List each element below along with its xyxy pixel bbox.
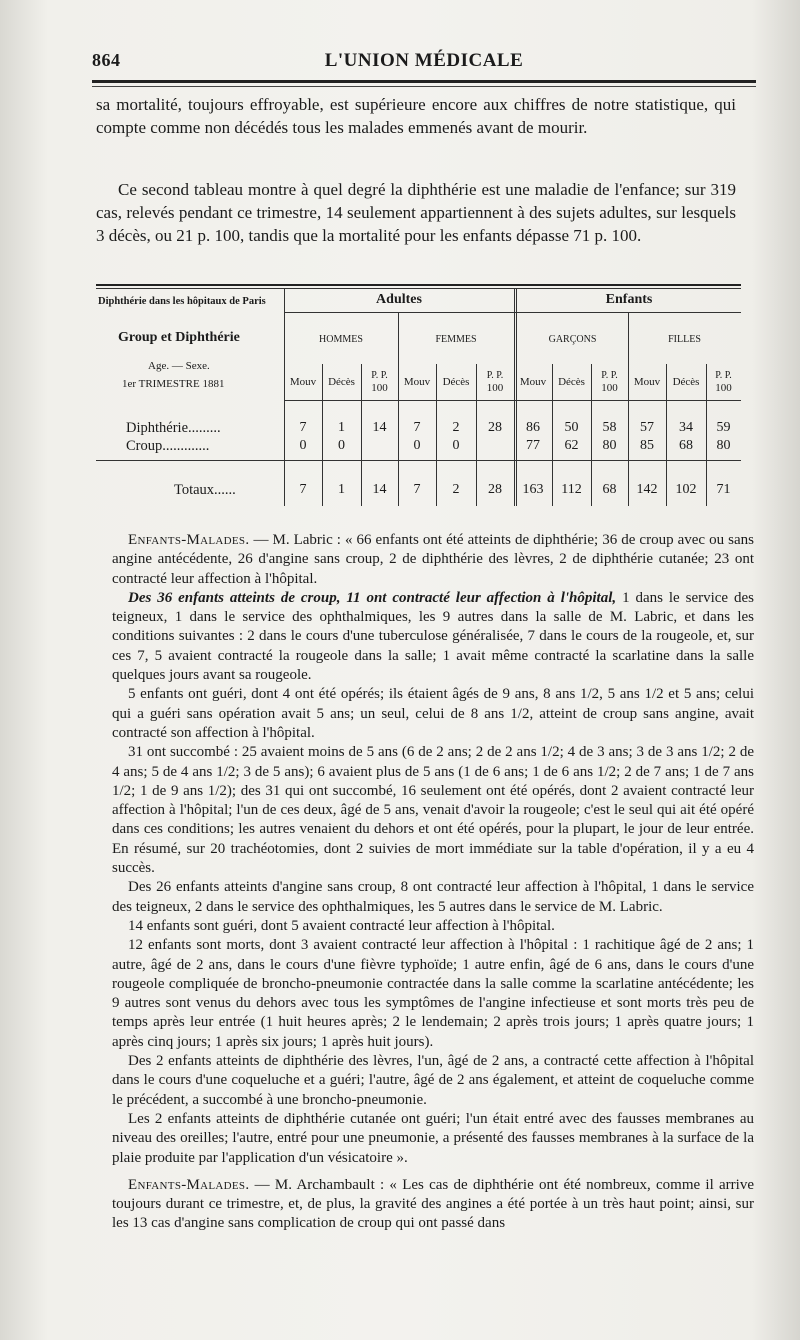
col-mouv: Mouv: [633, 376, 661, 388]
cell: 80: [716, 438, 731, 453]
table-top-rule-thin: [96, 288, 741, 289]
cell: 85: [640, 438, 654, 453]
cell: 7: [413, 482, 421, 497]
journal-title: L'UNION MÉDICALE: [324, 50, 524, 71]
col-100: 100: [371, 382, 388, 394]
col-pp: P. P.: [371, 370, 388, 381]
body-text: [112, 531, 754, 1234]
cell: 58: [602, 420, 617, 435]
paragraph: — M. Labric : « 66 enfants ont été atteints de diphthérie; 36 de croup avec ou sans angine antécédente, 26 d'angine sans croup, 2 de diphthérie des lèvres, 2 de diphthérie cutanée; 23 ont contracté leur affection à l'hôpital.: [112, 532, 754, 587]
cell: 34: [679, 420, 693, 435]
col-deces: Décès: [558, 376, 585, 388]
col-mouv: Mouv: [289, 376, 317, 388]
cell: 50: [564, 420, 579, 435]
cell: 68: [679, 438, 693, 453]
group-adults: Adultes: [376, 292, 422, 307]
sub-garcons: GARÇONS: [548, 334, 597, 345]
cell: 28: [488, 482, 502, 497]
cell: 68: [602, 482, 617, 497]
table-hline-groups: [284, 312, 741, 313]
table-vline-label: [284, 288, 285, 506]
cell: 77: [526, 438, 540, 453]
cell: 28: [488, 420, 502, 435]
col-pp: P. P.: [601, 370, 618, 381]
cell: 2: [452, 482, 460, 497]
cell: 142: [636, 482, 658, 497]
paragraph: 31 ont succombé : 25 avaient moins de 5 ans (6 de 2 ans; 2 de 2 ans 1/2; 4 de 3 ans; 3 de 3 ans 1/2; 2 de 4 ans; 5 de 4 ans 1/2; 3 de 5 ans); 6 avaient plus de 5 ans (1 de 6 ans; 1 de 6 ans 1/2; 2 de 7 ans; 1 de 7 ans 1/2; 1 de 9 ans 1/2); des 31 qui ont succombé, 16 seulement ont été opérés, dont 2 avaient contracté leur affection à l'hôpital; l'un de ces deux, âgé de 5 ans, venait d'avoir la rougeole; c'est le seul qui ait été opéré dans ces conditions; les autres venaient du dehors et ont été opérés, pour la plupart, le jour de leur entrée. En résumé, sur 20 trachéotomies, dont 2 suivies de mort immédiate sur la table d'opération, il y a eu 4 succès.: [112, 744, 754, 877]
paragraph: 12 enfants sont morts, dont 3 avaient contracté leur affection à l'hôpital : 1 rachitique âgé de 2 ans; 1 autre, âgé de 2 ans, dans le cours d'une fièvre typhoïde; 1 autre enfin, âgé de 6 ans, dans le cours d'une rougeole compliquée de broncho-pneumonie contractée dans la salle comme la scarlatine antécédente; les 9 autres sont venus du dehors avec tous les symptômes de l'angine infectieuse et sont morts très peu de temps après leur entrée (1 huit heures après; 2 le lendemain; 2 après trois jours; 1 après quatre jours; 1 après cinq jours; 1 après six jours; 1 après huit jours).: [112, 937, 754, 1050]
col-deces: Décès: [442, 376, 470, 388]
cell: 7: [299, 420, 307, 435]
col-pp: P. P.: [486, 370, 504, 381]
page-number: 864: [92, 50, 121, 70]
group-children: Enfants: [605, 292, 653, 307]
page-header: [92, 46, 756, 74]
header-rule: [92, 80, 756, 83]
cell: 59: [716, 420, 731, 435]
col-deces: Décès: [328, 376, 355, 388]
sub-femmes: FEMMES: [435, 334, 477, 345]
table-top-rule: [96, 284, 741, 286]
paragraph: 14 enfants sont guéri, dont 5 avaient contracté leur affection à l'hôpital.: [128, 917, 555, 934]
row-label-diphtherie: Diphthérie.........: [126, 420, 221, 436]
cell: 2: [452, 420, 460, 435]
table-hline-cols: [284, 400, 741, 401]
col-100: 100: [601, 382, 618, 394]
table-age-sex: Age. — Sexe.: [148, 360, 210, 372]
paragraph: Les 2 enfants atteints de diphthérie cutanée ont guéri; l'un était entré avec des fausses membranes au niveau des oreilles; l'autre, entré pour une pneumonie, a présenté des fausses membranes à la surface de la plaie produite par l'application d'un vésicatoire ».: [112, 1110, 754, 1166]
paragraph: Des 2 enfants atteints de diphthérie des lèvres, l'un, âgé de 2 ans, a contracté cette affection à l'hôpital dans le cours d'une coqueluche et a guéri; l'autre, âgé de 2 ans également, et atteint de coqueluche comme le précédent, a succombé à une broncho-pneumonie.: [112, 1053, 754, 1108]
table-period: 1er TRIMESTRE 1881: [122, 378, 225, 390]
italic-lead: Des 36 enfants atteints de croup, 11 ont contracté leur affection à l'hôpital,: [128, 589, 617, 606]
paragraph: — M. Archambault : « Les cas de diphthérie ont été nombreux, comme il arrive toujours durant ce trimestre, et, de plus, la gravité des angines a été portée à un très haut point; ainsi, sur les 13 cas d'angine sans complication de croup qui ont passé dans: [112, 1176, 754, 1232]
table-vline-groups: [514, 288, 517, 506]
cell: 57: [640, 420, 654, 435]
col-100: 100: [486, 382, 504, 394]
section-archambault: [112, 1176, 754, 1234]
section-heading: Enfants-Malades.: [128, 1176, 250, 1193]
paragraph-croup: [112, 589, 754, 685]
cell: 7: [413, 420, 421, 435]
cell: 102: [675, 482, 697, 497]
cell: 0: [452, 438, 460, 453]
table-hline-total: [96, 460, 741, 461]
col-deces: Décès: [672, 376, 700, 388]
cell: 86: [526, 420, 540, 435]
row-label-croup: Croup.............: [126, 438, 210, 454]
section-heading: Enfants-Malades.: [128, 532, 250, 548]
cell: 62: [564, 438, 579, 453]
cell: 14: [372, 482, 387, 497]
table-subtitle: Group et Diphthérie: [118, 330, 240, 345]
intro-paragraph-2: Ce second tableau montre à quel degré la diphthérie est une maladie de l'enfance; sur 319 cas, relevés pendant ce trimestre, 14 seulement appartiennent à des sujets adultes, sur lesquels 3 décès, ou 21 p. 100, tandis que la mortalité pour les enfants dépasse 71 p. 100.: [96, 180, 736, 245]
col-100: 100: [715, 382, 732, 394]
cell: 0: [413, 438, 421, 453]
cell: 1: [338, 482, 345, 497]
intro-paragraph-1: sa mortalité, toujours effroyable, est supérieure encore aux chiffres de notre statistique, qui compte comme non décédés tous les malades emmenés avant de mourir.: [96, 95, 736, 137]
cell: 7: [299, 482, 307, 497]
cell: 1: [338, 420, 345, 435]
sub-hommes: HOMMES: [319, 334, 363, 345]
col-mouv: Mouv: [403, 376, 431, 388]
paragraph: 1 dans le service des teigneux, 1 dans le service des ophthalmiques, les 9 autres dans la salle de M. Labric, et dans les conditions suivantes : 2 dans le cours d'une tuberculose généralisée, 7 dans le cours de la rougeole, et, sur ces 7, 5 avaient contracté la rougeole dans la salle; 1 avait même contracté la scarlatine dans la salle quelques jours avant sa rougeole.: [112, 589, 754, 684]
section-labric: [112, 531, 754, 589]
cell: 80: [602, 438, 617, 453]
diphtheria-table: [96, 282, 741, 512]
sub-filles: FILLES: [668, 334, 701, 345]
paragraph: 5 enfants ont guéri, dont 4 ont été opérés; ils étaient âgés de 9 ans, 8 ans 1/2, 5 ans 1/2 et 5 ans; celui qui a guéri sans opération avait 5 ans; un seul, celui de 8 ans 1/2, atteint de croup sans angine, avait contracté son affection à l'hôpital.: [112, 686, 754, 741]
cell: 0: [299, 438, 307, 453]
cell: 14: [372, 420, 387, 435]
cell: 71: [716, 482, 731, 497]
paragraph: Des 26 enfants atteints d'angine sans croup, 8 ont contracté leur affection à l'hôpital, 1 dans le service des teigneux, 2 dans le service des ophthalmiques, les 5 autres dans le service de M. Labric.: [112, 879, 754, 915]
cell: 112: [561, 482, 582, 497]
cell: 163: [522, 482, 544, 497]
col-mouv: Mouv: [519, 376, 547, 388]
row-label-totaux: Totaux......: [174, 482, 236, 498]
header-rule-thin: [92, 86, 756, 87]
cell: 0: [338, 438, 345, 453]
table-caption: Diphthérie dans les hôpitaux de Paris: [98, 296, 266, 307]
col-pp: P. P.: [715, 370, 732, 381]
